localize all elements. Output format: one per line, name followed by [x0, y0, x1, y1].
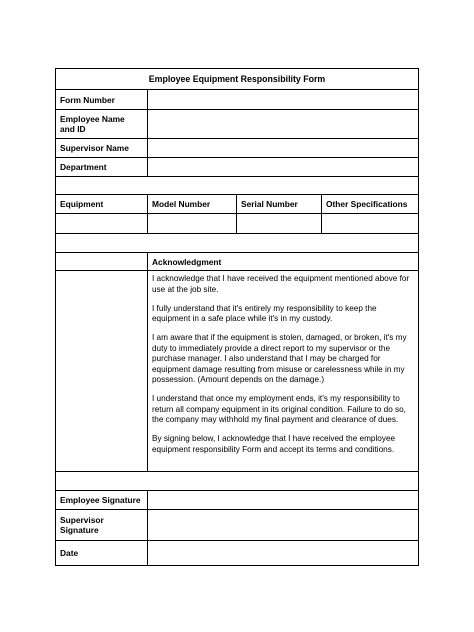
form-number-field[interactable]: [148, 90, 418, 109]
employee-name-id-field[interactable]: [148, 110, 418, 138]
blank-row-3: [56, 472, 418, 491]
equipment-header-row: [56, 195, 418, 214]
supervisor-signature-row: [56, 510, 418, 541]
form-title: Employee Equipment Responsibility Form: [148, 74, 326, 84]
employee-signature-label: Employee Signature: [56, 491, 148, 509]
serial-number-column-header: Serial Number: [237, 195, 322, 213]
acknowledgment-paragraph: I understand that once my employment ends, it's my responsibility to return all company equipment in its original condition. Failure to do so, the company may withhold my final payment and clearance of dues.: [152, 394, 406, 424]
other-specifications-field[interactable]: [322, 214, 418, 233]
equipment-responsibility-form: [55, 68, 419, 566]
department-field[interactable]: [148, 158, 418, 176]
form-number-label: Form Number: [56, 90, 148, 109]
equipment-column-header: Equipment: [56, 195, 148, 213]
supervisor-signature-label: Supervisor Signature: [56, 510, 148, 540]
employee-signature-field[interactable]: [148, 491, 418, 509]
acknowledgment-paragraph: I acknowledge that I have received the equipment mentioned above for use at the job site.: [152, 274, 410, 294]
acknowledgment-paragraph: By signing below, I acknowledge that I have received the employee equipment responsibility Form and accept its terms and conditions.: [152, 434, 396, 454]
acknowledgment-header-row: [56, 253, 418, 271]
model-number-column-header: Model Number: [148, 195, 237, 213]
date-label: Date: [56, 541, 148, 565]
acknowledgment-left-cell: [56, 271, 148, 471]
serial-number-field[interactable]: [237, 214, 322, 233]
employee-name-id-label: Employee Name and ID: [56, 110, 148, 138]
form-title-row: [56, 69, 418, 90]
supervisor-name-row: [56, 139, 418, 158]
department-label: Department: [56, 158, 148, 176]
model-number-field[interactable]: [148, 214, 237, 233]
acknowledgment-text: [148, 271, 418, 471]
date-field[interactable]: [148, 541, 418, 565]
employee-name-row: [56, 110, 418, 139]
equipment-entry-row: [56, 214, 418, 234]
acknowledgment-spacer-cell: [56, 253, 148, 270]
blank-row-2: [56, 234, 418, 253]
other-specifications-column-header: Other Specifications: [326, 199, 408, 209]
acknowledgment-paragraph: I am aware that if the equipment is stolen, damaged, or broken, it's my duty to immediately provide a direct report to my supervisor or the purchase manager. I also understand that I may be charged for equipment damage resulting from misuse or carelessness while in my possession. (Amount depends on the damage.): [152, 333, 407, 384]
form-number-row: [56, 90, 418, 110]
supervisor-signature-field[interactable]: [148, 510, 418, 540]
acknowledgment-paragraph: I fully understand that it's entirely my responsibility to keep the equipment in a safe place while it's in my custody.: [152, 303, 377, 323]
acknowledgment-heading: Acknowledgment: [152, 256, 222, 267]
equipment-field[interactable]: [56, 214, 148, 233]
department-row: [56, 158, 418, 177]
acknowledgment-body-row: [56, 271, 418, 472]
supervisor-name-label: Supervisor Name: [56, 139, 148, 157]
supervisor-name-field[interactable]: [148, 139, 418, 157]
date-row: [56, 541, 418, 565]
employee-signature-row: [56, 491, 418, 510]
blank-row-1: [56, 177, 418, 195]
